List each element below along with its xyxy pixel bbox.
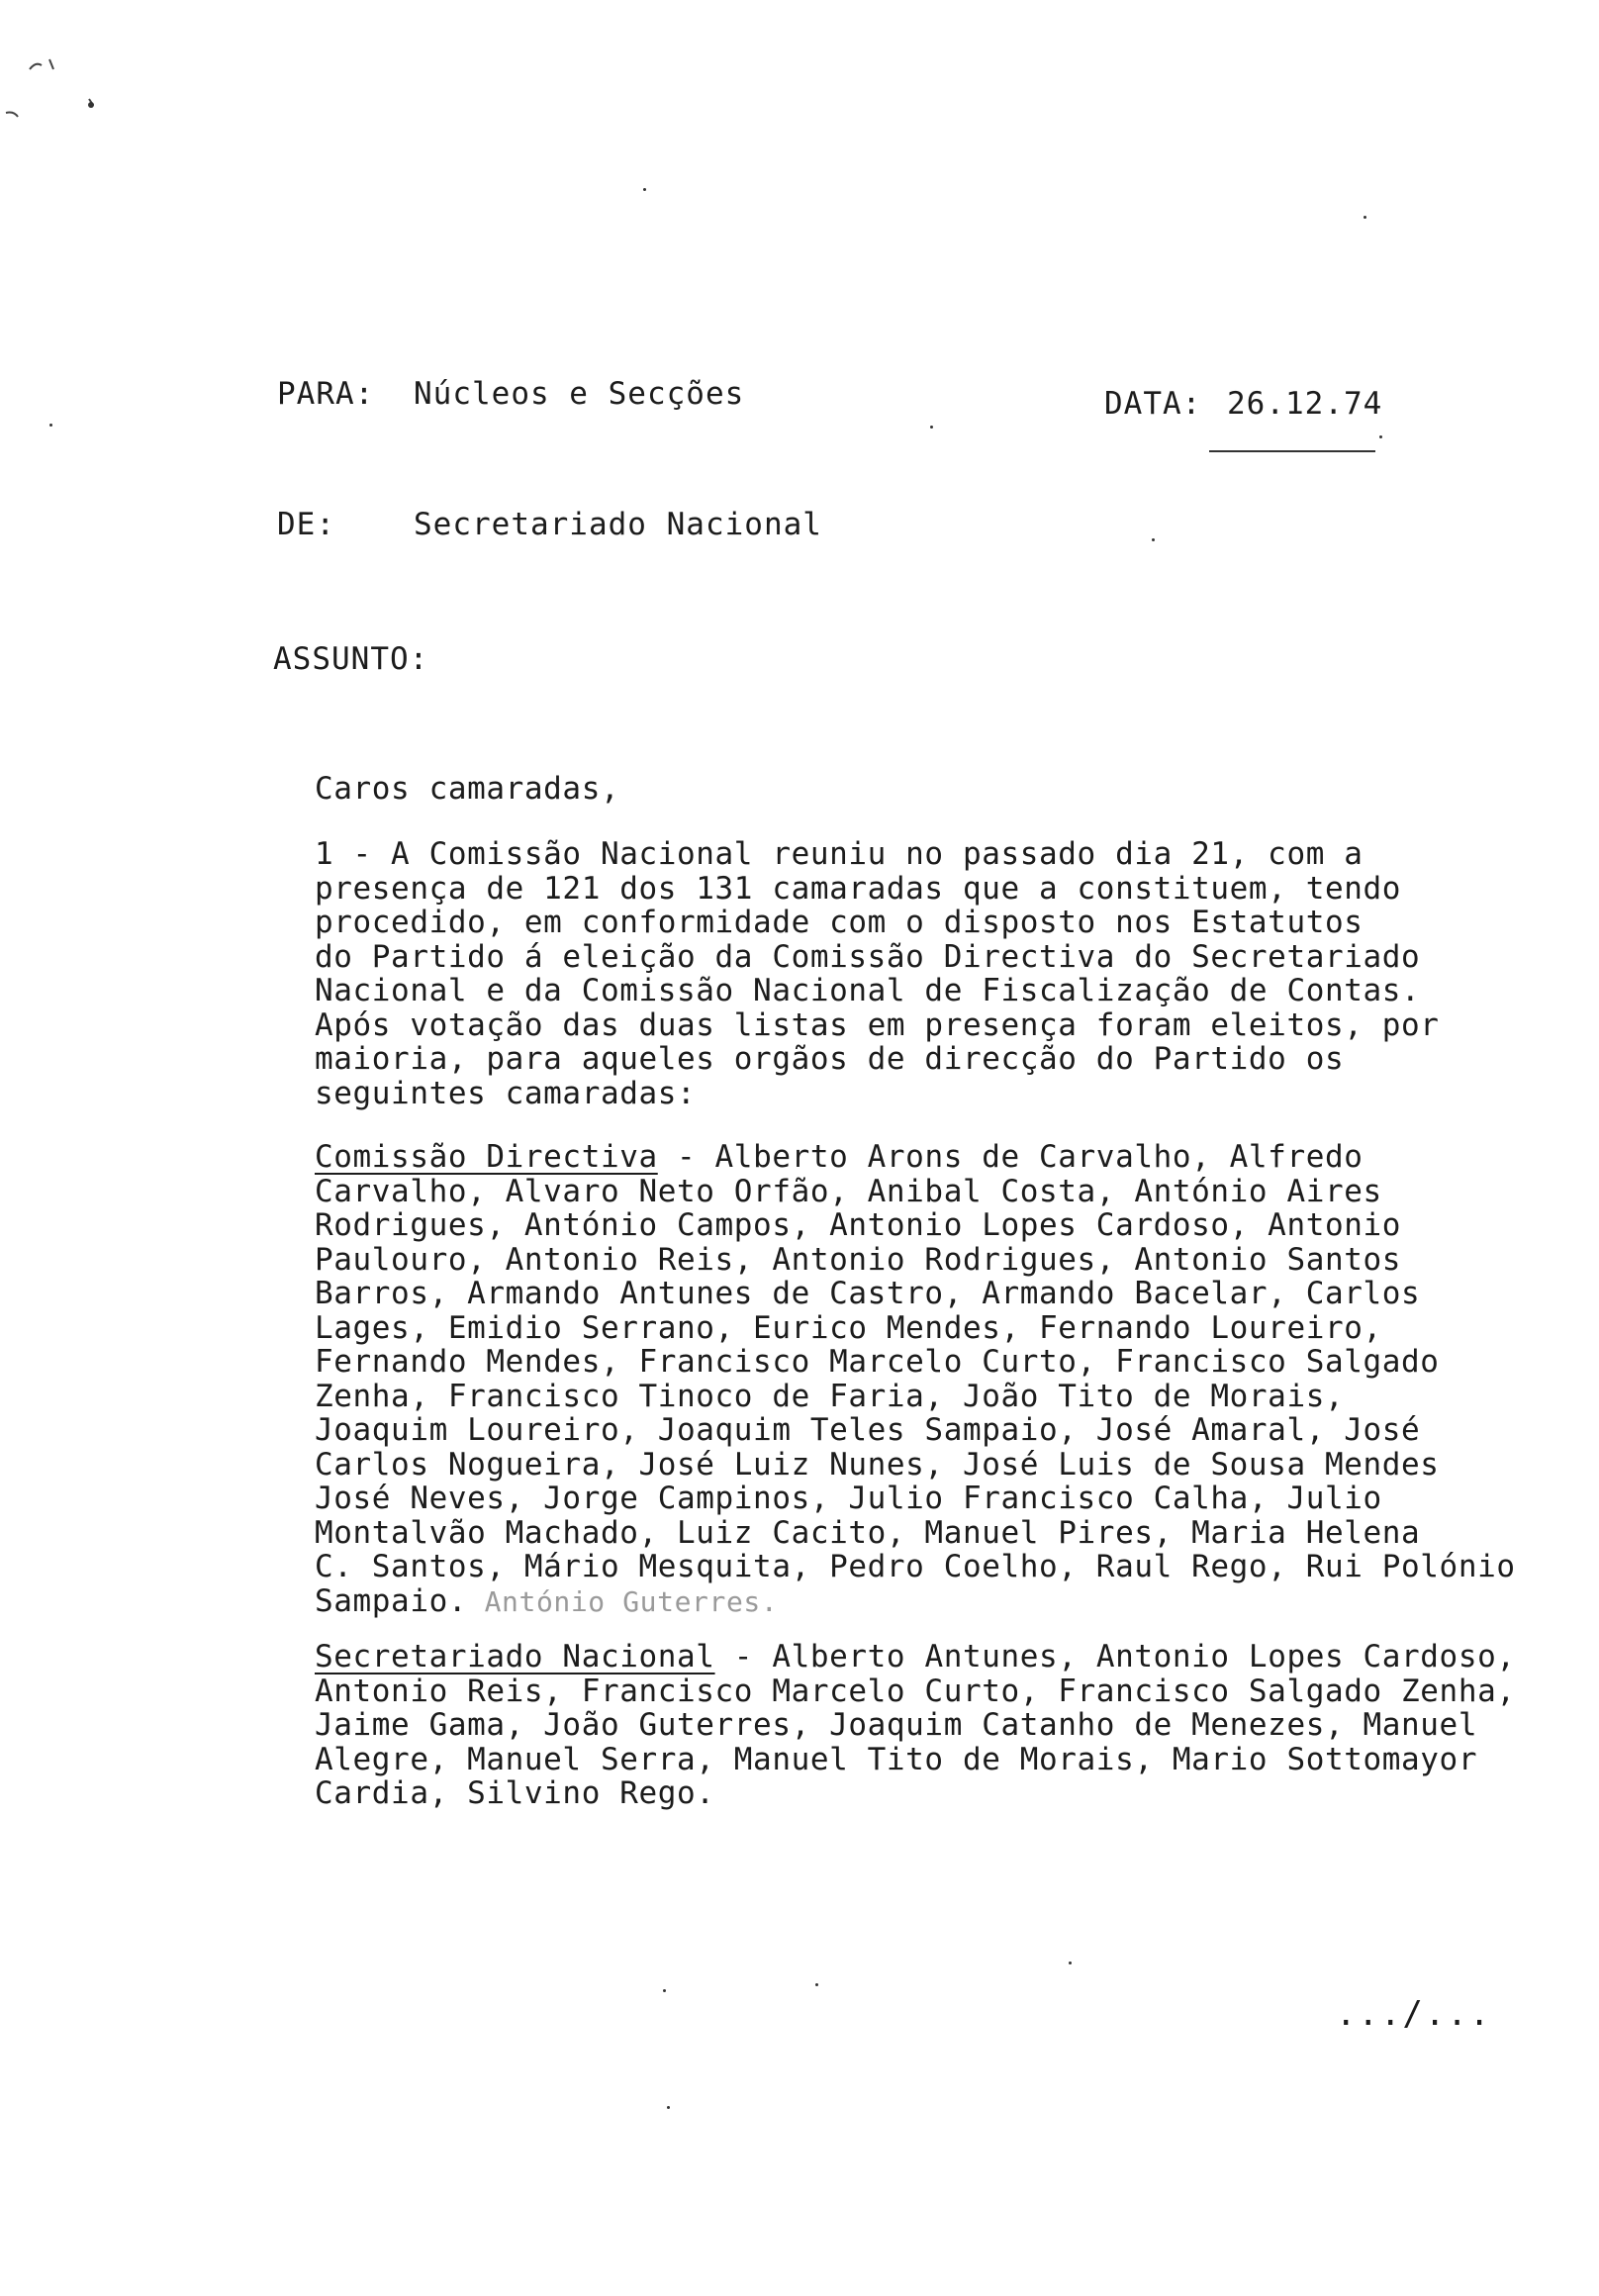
date-underline — [1209, 450, 1375, 452]
secretariado-nacional-title: Secretariado Nacional — [315, 1639, 715, 1674]
paragraph-line: maioria, para aqueles orgãos de direcção do Partido os — [315, 1041, 1345, 1077]
comissao-line: Carlos Nogueira, José Luiz Nunes, José Luis de Sousa Mendes — [315, 1446, 1440, 1483]
scan-speck — [663, 1989, 666, 1992]
secretariado-line: Alegre, Manuel Serra, Manuel Tito de Morais, Mario Sottomayor — [315, 1741, 1478, 1777]
scan-speck — [643, 188, 646, 191]
data-value: 26.12.74 — [1227, 386, 1383, 422]
comissao-line: Lages, Emidio Serrano, Eurico Mendes, Fernando Loureiro, — [315, 1309, 1382, 1346]
comissao-line: Barros, Armando Antunes de Castro, Armando Bacelar, Carlos — [315, 1276, 1421, 1311]
comissao-added-name: António Guterres. — [467, 1584, 779, 1618]
secretariado-first-line: - Alberto Antunes, Antonio Lopes Cardoso, — [714, 1639, 1516, 1674]
data-label: DATA: — [1104, 386, 1202, 422]
de-value: Secretariado Nacional — [414, 507, 822, 542]
assunto-label: ASSUNTO: — [273, 641, 429, 677]
secretariado-nacional-section — [315, 1640, 1591, 1811]
scan-speck — [1379, 435, 1382, 438]
comissao-last-line: Sampaio. — [315, 1582, 468, 1619]
scan-speck — [667, 2106, 670, 2109]
paragraph-line: do Partido á eleição da Comissão Directiva do Secretariado — [315, 938, 1421, 975]
para-label: PARA: — [277, 376, 375, 412]
para-value: Núcleos e Secções — [414, 376, 745, 412]
comissao-line: Paulouro, Antonio Reis, Antonio Rodrigues, Antonio Santos — [315, 1241, 1402, 1278]
paragraph-line: presença de 121 dos 131 camaradas que a constituem, tendo — [315, 870, 1402, 907]
comissao-line: Fernando Mendes, Francisco Marcelo Curto, Francisco Salgado — [315, 1344, 1440, 1380]
paragraph-line: seguintes camaradas: — [315, 1075, 697, 1111]
comissao-directiva-section — [315, 1140, 1591, 1619]
paragraph-line: 1 - A Comissão Nacional reuniu no passado dia 21, com a — [315, 836, 1364, 872]
paragraph-line: procedido, em conformidade com o disposto nos Estatutos — [315, 905, 1364, 940]
page-continuation: .../... — [1336, 1994, 1492, 2034]
corner-scribble — [0, 30, 119, 129]
greeting: Caros camaradas, — [315, 771, 620, 807]
scan-speck — [1152, 538, 1155, 541]
comissao-line: Zenha, Francisco Tinoco de Faria, João Tito de Morais, — [315, 1378, 1345, 1414]
comissao-line: Montalvão Machado, Luiz Cacito, Manuel Pires, Maria Helena — [315, 1514, 1421, 1551]
comissao-first-line: - Alberto Arons de Carvalho, Alfredo — [657, 1139, 1364, 1175]
paragraph-1 — [315, 837, 1591, 1110]
comissao-directiva-title: Comissão Directiva — [315, 1139, 658, 1175]
paragraph-line: Após votação das duas listas em presença foram eleitos, por — [315, 1006, 1440, 1043]
paragraph-line: Nacional e da Comissão Nacional de Fiscalização de Contas. — [315, 973, 1421, 1008]
scan-speck — [49, 424, 52, 427]
scan-speck — [930, 426, 933, 429]
scan-speck — [1364, 216, 1366, 219]
comissao-line: Carvalho, Alvaro Neto Orfão, Anibal Costa, António Aires — [315, 1173, 1382, 1209]
comissao-line: C. Santos, Mário Mesquita, Pedro Coelho, Raul Rego, Rui Polónio — [315, 1549, 1516, 1584]
scan-speck — [815, 1983, 818, 1986]
comissao-line: José Neves, Jorge Campinos, Julio Francisco Calha, Julio — [315, 1481, 1382, 1516]
de-label: DE: — [277, 507, 335, 542]
scan-speck — [1069, 1961, 1072, 1964]
comissao-line: Rodrigues, António Campos, Antonio Lopes Cardoso, Antonio — [315, 1207, 1402, 1243]
secretariado-line: Jaime Gama, João Guterres, Joaquim Catanho de Menezes, Manuel — [315, 1707, 1478, 1743]
comissao-line: Joaquim Loureiro, Joaquim Teles Sampaio, José Amaral, José — [315, 1412, 1421, 1448]
secretariado-line: Cardia, Silvino Rego. — [315, 1775, 715, 1811]
secretariado-line: Antonio Reis, Francisco Marcelo Curto, Francisco Salgado Zenha, — [315, 1673, 1516, 1709]
